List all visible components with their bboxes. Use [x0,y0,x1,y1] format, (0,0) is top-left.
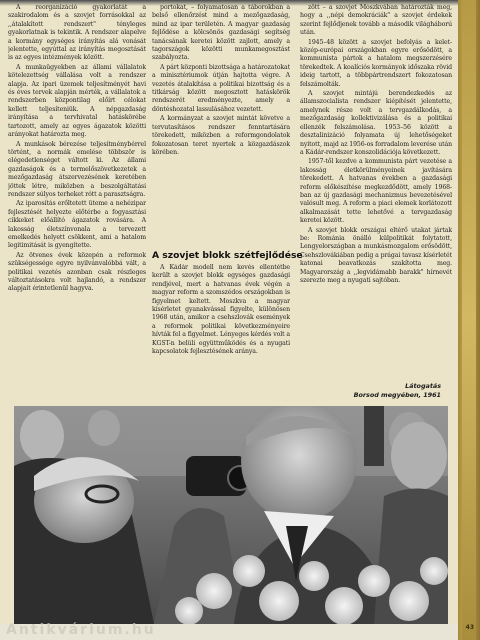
paragraph: Az ötvenes évek közepén a reformok szükségessége egyre nyilvánvalóbbá vált, a politikai vezetés azonban csak részleges változtatásokra volt hajlandó, a rendszer alapjait érintetlenül hagyva. [8,251,146,293]
paragraph: A munkások bérezése teljesítménybérrel történt, a normák emelése többször is elégedetlenséget váltott ki. Az állami gazdaságok és a termelőszövetkezetek a mezőgazdaság átszervezésének keretében jöttek létre, miközben a beszolgáltatási rendszer súlyos terheket rótt a parasztságra. [8,140,146,198]
paragraph: A kormányzat a szovjet mintát követve a tervutasításos rendszer fenntartására törekedett, miközben a reformgondolatok fokozatosan teret nyertek a közgazdászok körében. [152,115,290,156]
text-column-2 [152,4,290,244]
caption-title: Látogatás [405,382,441,390]
text-column-2-lower [152,264,290,376]
photo-caption [255,382,441,400]
paragraph: 1957-től kezdve a kommunista párt vezetése a lakosság életkörülményeinek javítására törekedett. A hatvanas években a gazdasági reform előkészítése megkezdődött, amely 1968-ban az új gazdasági mechanizmus bevezetésével valósult meg. A reform a piaci elemek korlátozott alkalmazását tette lehetővé a tervgazdaság keretei között. [300,158,452,225]
section-subheading: A szovjet blokk szétfejlődése [152,250,303,261]
paragraph: A párt központi bizottsága a határozatokat a minisztériumok útján hajtotta végre. A vezetés átalakítása a politikai bizottság és a titkárság között megosztott hatáskörök rendszerét eredményezte, amely a döntéshozatal lassulásához vezetett. [152,63,290,113]
historical-photo [14,406,448,624]
text-column-3 [300,4,452,386]
photo-illustration [14,406,448,624]
paragraph: Az iparosítás erőltetett üteme a nehézipar fejlesztését helyezte előtérbe a fogyasztási cikkeket előállító ágazatok rovására. A lakosság életszínvonala a tervezett emelkedés helyett csökkent, ami a hatalom legitimitását is gyengítette. [8,200,146,250]
decorative-gold-bar [458,0,480,640]
paragraph: 1945–48 között a szovjet befolyás a kelet-közép-európai országokban egyre erősödött, a kommunista pártok a hatalom megszerzésére törekedtek. A koalíciós kormányok időszaka rövid ideig tartott, a többpártrendszert fokozatosan felszámolták. [300,38,452,88]
paragraph: portokat, – folyamatosan a táborokban a belső ellenőrzést mind a mezőgazdaság, mind az ipar területén. A magyar gazdaság fejlődése a kölcsönös gazdasági segítség tanácsának keretei között zajlott, amely a tagországok közötti munkamegosztást szabályozta. [152,4,290,62]
paragraph: zött – a szovjet Moszkvában határozták meg, hogy a ,,népi demokráciák" a szovjet érdekek szerint fejlődjenek tovább a második világháború után. [300,4,452,37]
paragraph: A Kádár modell nem kevés ellentétbe került a szovjet blokk egységes gazdasági rendjével, mert a hatvanas évek végén a magyar reform a szomszédos országokban is figyelmet keltett. Moszkva a magyar kísérletet gyanakvással figyelte, különösen 1968 után, amikor a csehszlovák események a reformok politikai következményeire hívták fel a figyelmet. Lényeges kérdés volt a KGST-n belüli együttműködés és a nyugati kapcsolatok fejlesztésének aránya. [152,264,290,356]
paragraph: A munkaügyekben az állami vállalatok kötelezettség vállalása volt a rendszer alapja. Az ipari üzemek teljesítményét havi és éves tervek alapján mérték, a vállalatok a rendszerben központilag előírt célokat kellett teljesíteniük. A népgazdaság irányítása a tervhivatal hatáskörébe tartozott, amely az egyes ágazatok közötti arányokat határozta meg. [8,63,146,139]
paragraph: A szovjet blokk országai eltérő utakat jártak be: Románia önálló külpolitikát folytatott, Lengyelországban a munkásmozgalom erősödött, Csehszlovákiában pedig a prágai tavasz kísérletét katonai beavatkozás szakította meg. Magyarország a ,,legvidámabb barakk" hírnevét szerezte meg a nyugati sajtóban. [300,226,452,284]
watermark-text: Antikvárium.hu [6,622,156,638]
text-column-1 [8,4,146,366]
caption-subtitle: Borsod megyében, 1961 [353,391,441,399]
paragraph: A szovjet mintájú berendezkedés az államszocialista rendszer kiépítését jelentette, amelynek része volt a tervgazdálkodás, a mezőgazdaság kollektivizálása és a politikai ellenzék felszámolása. 1953–56 között a desztalinizáció folyamata új lehetőségeket nyitott, majd az 1956-os forradalom leverése után a Kádár-rendszer konszolidációja következett. [300,90,452,156]
page-number: 43 [465,624,474,631]
paragraph: A reorganizáció gyakorlatát a szakirodalom és a szovjet forrásokkal az ,,átalakított rendszert" tényleges gyakorlatnak is tekintik. A rendszer alapelve a kormány egységes irányítás alá vonását jelentette, egyúttal az irányítás megosztását is az egyes intézmények között. [8,4,146,62]
